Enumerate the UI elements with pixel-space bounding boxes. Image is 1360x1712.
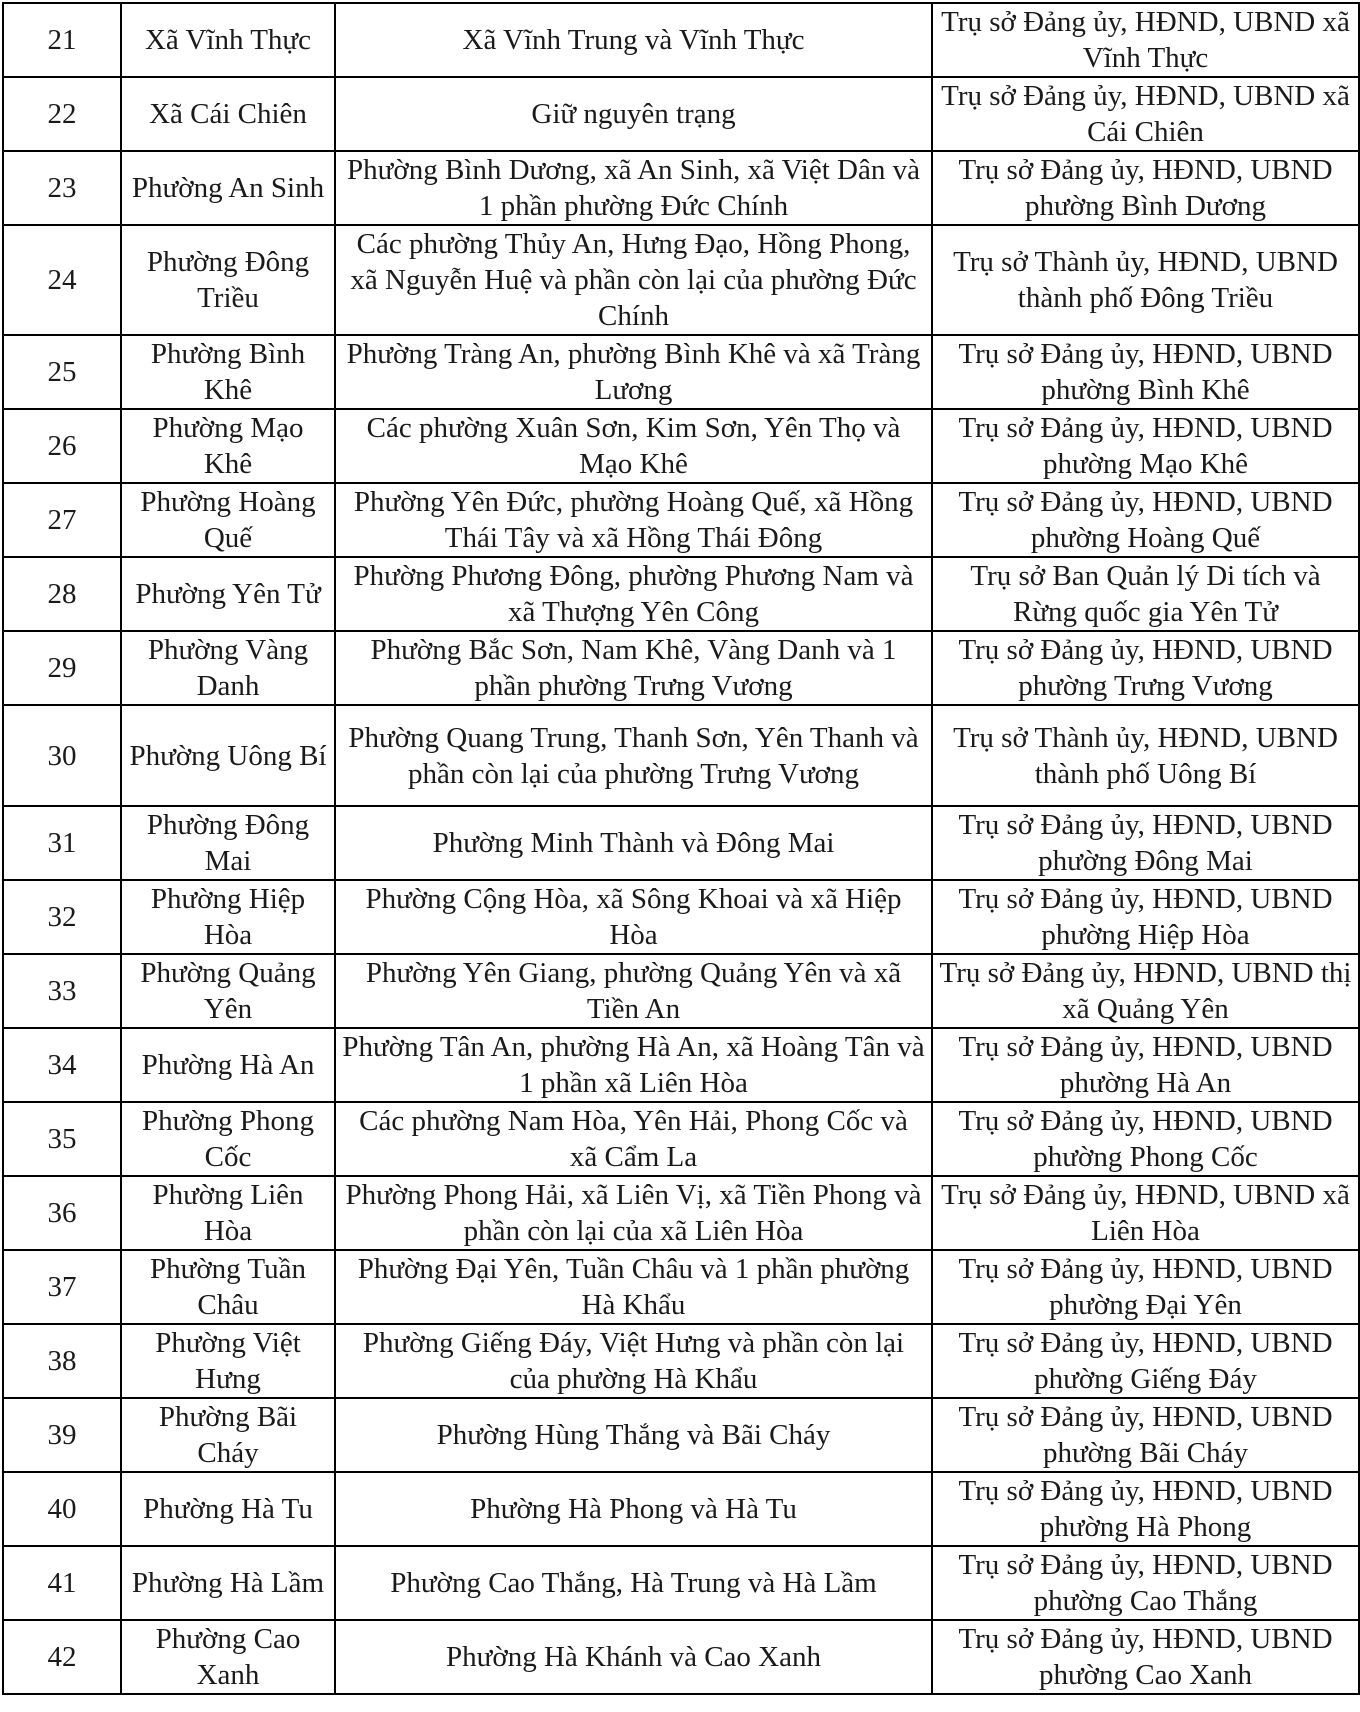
headquarters-cell: Trụ sở Đảng ủy, HĐND, UBND phường Hà An — [932, 1028, 1359, 1102]
merged-from-cell: Phường Phương Đông, phường Phương Nam và xã Thượng Yên Công — [335, 557, 932, 631]
unit-name-cell: Phường Hà Tu — [121, 1472, 335, 1546]
merged-from-cell: Phường Phong Hải, xã Liên Vị, xã Tiền Phong và phần còn lại của xã Liên Hòa — [335, 1176, 932, 1250]
table-row — [3, 880, 1359, 954]
headquarters-cell: Trụ sở Đảng ủy, HĐND, UBND phường Mạo Khê — [932, 409, 1359, 483]
table-row — [3, 631, 1359, 705]
table-row — [3, 483, 1359, 557]
table-row — [3, 77, 1359, 151]
row-number-cell: 36 — [3, 1176, 121, 1250]
unit-name-cell: Phường Mạo Khê — [121, 409, 335, 483]
unit-name-cell: Phường An Sinh — [121, 151, 335, 225]
row-number-cell: 35 — [3, 1102, 121, 1176]
table-row — [3, 1102, 1359, 1176]
ward-merger-table — [2, 2, 1360, 1695]
merged-from-cell: Phường Hà Phong và Hà Tu — [335, 1472, 932, 1546]
unit-name-cell: Phường Đông Triều — [121, 225, 335, 335]
table-row — [3, 1324, 1359, 1398]
table-row — [3, 1250, 1359, 1324]
unit-name-cell: Phường Yên Tử — [121, 557, 335, 631]
row-number-cell: 28 — [3, 557, 121, 631]
merged-from-cell: Phường Bắc Sơn, Nam Khê, Vàng Danh và 1 phần phường Trưng Vương — [335, 631, 932, 705]
headquarters-cell: Trụ sở Thành ủy, HĐND, UBND thành phố Đông Triều — [932, 225, 1359, 335]
table-row — [3, 1398, 1359, 1472]
merged-from-cell: Xã Vĩnh Trung và Vĩnh Thực — [335, 3, 932, 77]
headquarters-cell: Trụ sở Đảng ủy, HĐND, UBND phường Bình Dương — [932, 151, 1359, 225]
headquarters-cell: Trụ sở Đảng ủy, HĐND, UBND phường Trưng Vương — [932, 631, 1359, 705]
unit-name-cell: Phường Việt Hưng — [121, 1324, 335, 1398]
merged-from-cell: Phường Minh Thành và Đông Mai — [335, 806, 932, 880]
row-number-cell: 27 — [3, 483, 121, 557]
table-row — [3, 335, 1359, 409]
headquarters-cell: Trụ sở Đảng ủy, HĐND, UBND phường Đại Yên — [932, 1250, 1359, 1324]
row-number-cell: 26 — [3, 409, 121, 483]
headquarters-cell: Trụ sở Đảng ủy, HĐND, UBND xã Cái Chiên — [932, 77, 1359, 151]
headquarters-cell: Trụ sở Đảng ủy, HĐND, UBND phường Cao Thắng — [932, 1546, 1359, 1620]
row-number-cell: 24 — [3, 225, 121, 335]
table-row — [3, 1028, 1359, 1102]
unit-name-cell: Phường Hoàng Quế — [121, 483, 335, 557]
unit-name-cell: Phường Uông Bí — [121, 705, 335, 806]
unit-name-cell: Phường Vàng Danh — [121, 631, 335, 705]
row-number-cell: 29 — [3, 631, 121, 705]
unit-name-cell: Phường Bãi Cháy — [121, 1398, 335, 1472]
row-number-cell: 31 — [3, 806, 121, 880]
merged-from-cell: Phường Đại Yên, Tuần Châu và 1 phần phường Hà Khẩu — [335, 1250, 932, 1324]
headquarters-cell: Trụ sở Đảng ủy, HĐND, UBND thị xã Quảng Yên — [932, 954, 1359, 1028]
table-row — [3, 557, 1359, 631]
unit-name-cell: Phường Cao Xanh — [121, 1620, 335, 1694]
merged-from-cell: Phường Quang Trung, Thanh Sơn, Yên Thanh và phần còn lại của phường Trưng Vương — [335, 705, 932, 806]
headquarters-cell: Trụ sở Đảng ủy, HĐND, UBND xã Liên Hòa — [932, 1176, 1359, 1250]
row-number-cell: 34 — [3, 1028, 121, 1102]
headquarters-cell: Trụ sở Đảng ủy, HĐND, UBND phường Cao Xanh — [932, 1620, 1359, 1694]
table-row — [3, 1472, 1359, 1546]
headquarters-cell: Trụ sở Ban Quản lý Di tích và Rừng quốc gia Yên Tử — [932, 557, 1359, 631]
unit-name-cell: Phường Hà An — [121, 1028, 335, 1102]
unit-name-cell: Phường Phong Cốc — [121, 1102, 335, 1176]
unit-name-cell: Phường Tuần Châu — [121, 1250, 335, 1324]
headquarters-cell: Trụ sở Đảng ủy, HĐND, UBND phường Hiệp Hòa — [932, 880, 1359, 954]
merged-from-cell: Phường Tân An, phường Hà An, xã Hoàng Tân và 1 phần xã Liên Hòa — [335, 1028, 932, 1102]
unit-name-cell: Phường Hiệp Hòa — [121, 880, 335, 954]
row-number-cell: 33 — [3, 954, 121, 1028]
unit-name-cell: Phường Đông Mai — [121, 806, 335, 880]
merged-from-cell: Phường Yên Đức, phường Hoàng Quế, xã Hồng Thái Tây và xã Hồng Thái Đông — [335, 483, 932, 557]
headquarters-cell: Trụ sở Đảng ủy, HĐND, UBND phường Hoàng Quế — [932, 483, 1359, 557]
row-number-cell: 32 — [3, 880, 121, 954]
headquarters-cell: Trụ sở Đảng ủy, HĐND, UBND phường Bình Khê — [932, 335, 1359, 409]
merged-from-cell: Các phường Thủy An, Hưng Đạo, Hồng Phong, xã Nguyễn Huệ và phần còn lại của phường Đức Chính — [335, 225, 932, 335]
row-number-cell: 41 — [3, 1546, 121, 1620]
unit-name-cell: Phường Liên Hòa — [121, 1176, 335, 1250]
merged-from-cell: Giữ nguyên trạng — [335, 77, 932, 151]
row-number-cell: 40 — [3, 1472, 121, 1546]
headquarters-cell: Trụ sở Đảng ủy, HĐND, UBND phường Giếng Đáy — [932, 1324, 1359, 1398]
row-number-cell: 25 — [3, 335, 121, 409]
headquarters-cell: Trụ sở Đảng ủy, HĐND, UBND phường Đông Mai — [932, 806, 1359, 880]
headquarters-cell: Trụ sở Thành ủy, HĐND, UBND thành phố Uông Bí — [932, 705, 1359, 806]
row-number-cell: 30 — [3, 705, 121, 806]
unit-name-cell: Phường Quảng Yên — [121, 954, 335, 1028]
row-number-cell: 23 — [3, 151, 121, 225]
table-row — [3, 954, 1359, 1028]
table-row — [3, 151, 1359, 225]
merged-from-cell: Phường Cao Thắng, Hà Trung và Hà Lầm — [335, 1546, 932, 1620]
table-row — [3, 1620, 1359, 1694]
row-number-cell: 21 — [3, 3, 121, 77]
table-row — [3, 1176, 1359, 1250]
merged-from-cell: Phường Bình Dương, xã An Sinh, xã Việt Dân và 1 phần phường Đức Chính — [335, 151, 932, 225]
table-body — [3, 3, 1359, 1694]
row-number-cell: 42 — [3, 1620, 121, 1694]
merged-from-cell: Phường Cộng Hòa, xã Sông Khoai và xã Hiệp Hòa — [335, 880, 932, 954]
merged-from-cell: Phường Hùng Thắng và Bãi Cháy — [335, 1398, 932, 1472]
unit-name-cell: Xã Cái Chiên — [121, 77, 335, 151]
headquarters-cell: Trụ sở Đảng ủy, HĐND, UBND phường Bãi Cháy — [932, 1398, 1359, 1472]
row-number-cell: 39 — [3, 1398, 121, 1472]
merged-from-cell: Phường Yên Giang, phường Quảng Yên và xã Tiền An — [335, 954, 932, 1028]
unit-name-cell: Xã Vĩnh Thực — [121, 3, 335, 77]
merged-from-cell: Các phường Nam Hòa, Yên Hải, Phong Cốc và xã Cẩm La — [335, 1102, 932, 1176]
row-number-cell: 37 — [3, 1250, 121, 1324]
table-row — [3, 409, 1359, 483]
merged-from-cell: Phường Giếng Đáy, Việt Hưng và phần còn lại của phường Hà Khẩu — [335, 1324, 932, 1398]
headquarters-cell: Trụ sở Đảng ủy, HĐND, UBND xã Vĩnh Thực — [932, 3, 1359, 77]
merged-from-cell: Phường Hà Khánh và Cao Xanh — [335, 1620, 932, 1694]
headquarters-cell: Trụ sở Đảng ủy, HĐND, UBND phường Phong Cốc — [932, 1102, 1359, 1176]
table-row — [3, 225, 1359, 335]
table-row — [3, 3, 1359, 77]
table-row — [3, 705, 1359, 806]
table-row — [3, 806, 1359, 880]
unit-name-cell: Phường Hà Lầm — [121, 1546, 335, 1620]
headquarters-cell: Trụ sở Đảng ủy, HĐND, UBND phường Hà Phong — [932, 1472, 1359, 1546]
merged-from-cell: Phường Tràng An, phường Bình Khê và xã Tràng Lương — [335, 335, 932, 409]
unit-name-cell: Phường Bình Khê — [121, 335, 335, 409]
merged-from-cell: Các phường Xuân Sơn, Kim Sơn, Yên Thọ và Mạo Khê — [335, 409, 932, 483]
row-number-cell: 22 — [3, 77, 121, 151]
table-row — [3, 1546, 1359, 1620]
row-number-cell: 38 — [3, 1324, 121, 1398]
